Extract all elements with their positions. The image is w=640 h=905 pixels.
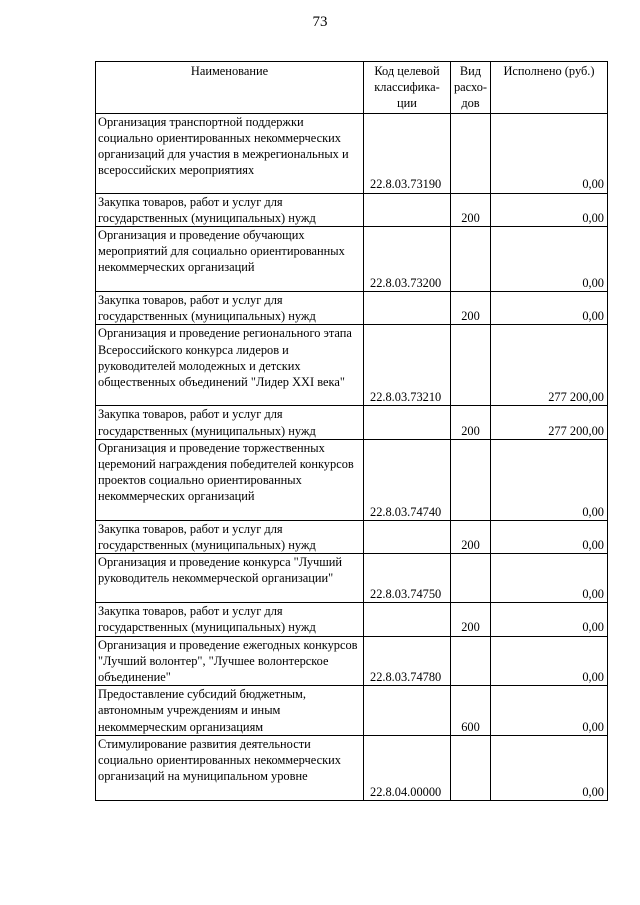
table-row: [96, 193, 608, 226]
row-kind: 200: [451, 406, 491, 439]
row-code: 22.8.03.74750: [364, 554, 451, 603]
row-kind: [451, 735, 491, 800]
row-kind: [451, 113, 491, 193]
table-header-row: [96, 62, 608, 114]
row-name: Закупка товаров, работ и услуг для государственных (муниципальных) нужд: [96, 406, 364, 439]
row-name: Организация и проведение ежегодных конкурсов "Лучший волонтер", "Лучшее волонтерское объединение": [96, 636, 364, 686]
page-number: 73: [312, 14, 328, 30]
row-code: [364, 406, 451, 439]
table-row: [96, 439, 608, 520]
row-name: Организация и проведение торжественных церемоний награждения победителей конкурсов проектов социально ориентированных некоммерческих организаций: [96, 439, 364, 520]
row-code: [364, 520, 451, 553]
row-code: 22.8.03.74740: [364, 439, 451, 520]
row-amount: 0,00: [491, 292, 608, 325]
row-name: Закупка товаров, работ и услуг для государственных (муниципальных) нужд: [96, 193, 364, 226]
table-row: [96, 406, 608, 439]
table-row: [96, 603, 608, 636]
row-code: [364, 292, 451, 325]
row-name: Закупка товаров, работ и услуг для государственных (муниципальных) нужд: [96, 603, 364, 636]
table-row: [96, 113, 608, 193]
row-amount: 0,00: [491, 686, 608, 736]
row-code: 22.8.03.73200: [364, 227, 451, 292]
row-amount: 0,00: [491, 520, 608, 553]
header-code: Код целевой классифика-ции: [364, 62, 451, 114]
table-row: [96, 227, 608, 292]
row-amount: 0,00: [491, 735, 608, 800]
table-row: [96, 325, 608, 406]
row-name: Организация и проведение конкурса "Лучший руководитель некоммерческой организации": [96, 554, 364, 603]
row-kind: 200: [451, 520, 491, 553]
row-name: Организация транспортной поддержки социально ориентированных некоммерческих организаций для участия в межрегиональных и всероссийских мероприятиях: [96, 113, 364, 193]
table-row: [96, 686, 608, 736]
row-code: 22.8.04.00000: [364, 735, 451, 800]
row-code: [364, 603, 451, 636]
row-code: 22.8.03.73210: [364, 325, 451, 406]
budget-table: [95, 61, 608, 801]
row-amount: 0,00: [491, 636, 608, 686]
table-row: [96, 735, 608, 800]
row-name: Стимулирование развития деятельности социально ориентированных некоммерческих организаций на муниципальном уровне: [96, 735, 364, 800]
header-name: Наименование: [96, 62, 364, 114]
row-kind: [451, 325, 491, 406]
row-name: Закупка товаров, работ и услуг для государственных (муниципальных) нужд: [96, 292, 364, 325]
row-kind: 600: [451, 686, 491, 736]
row-kind: [451, 636, 491, 686]
header-kind: Вид расхо-дов: [451, 62, 491, 114]
row-name: Предоставление субсидий бюджетным, автономным учреждениям и иным некоммерческим организациям: [96, 686, 364, 736]
row-kind: 200: [451, 292, 491, 325]
row-code: [364, 686, 451, 736]
row-code: [364, 193, 451, 226]
row-kind: [451, 554, 491, 603]
row-amount: 0,00: [491, 227, 608, 292]
row-kind: [451, 439, 491, 520]
row-name: Организация и проведение обучающих мероприятий для социально ориентированных некоммерческих организаций: [96, 227, 364, 292]
row-amount: 0,00: [491, 193, 608, 226]
table-row: [96, 292, 608, 325]
row-amount: 0,00: [491, 113, 608, 193]
row-amount: 0,00: [491, 439, 608, 520]
row-kind: 200: [451, 603, 491, 636]
table-row: [96, 554, 608, 603]
row-amount: 277 200,00: [491, 406, 608, 439]
row-amount: 277 200,00: [491, 325, 608, 406]
table-row: [96, 520, 608, 553]
row-amount: 0,00: [491, 554, 608, 603]
row-amount: 0,00: [491, 603, 608, 636]
row-kind: 200: [451, 193, 491, 226]
row-name: Организация и проведение регионального этапа Всероссийского конкурса лидеров и руководителей молодежных и детских общественных объединений "Лидер XXI века": [96, 325, 364, 406]
row-kind: [451, 227, 491, 292]
row-name: Закупка товаров, работ и услуг для государственных (муниципальных) нужд: [96, 520, 364, 553]
table-row: [96, 636, 608, 686]
row-code: 22.8.03.74780: [364, 636, 451, 686]
row-code: 22.8.03.73190: [364, 113, 451, 193]
header-amount: Исполнено (руб.): [491, 62, 608, 114]
